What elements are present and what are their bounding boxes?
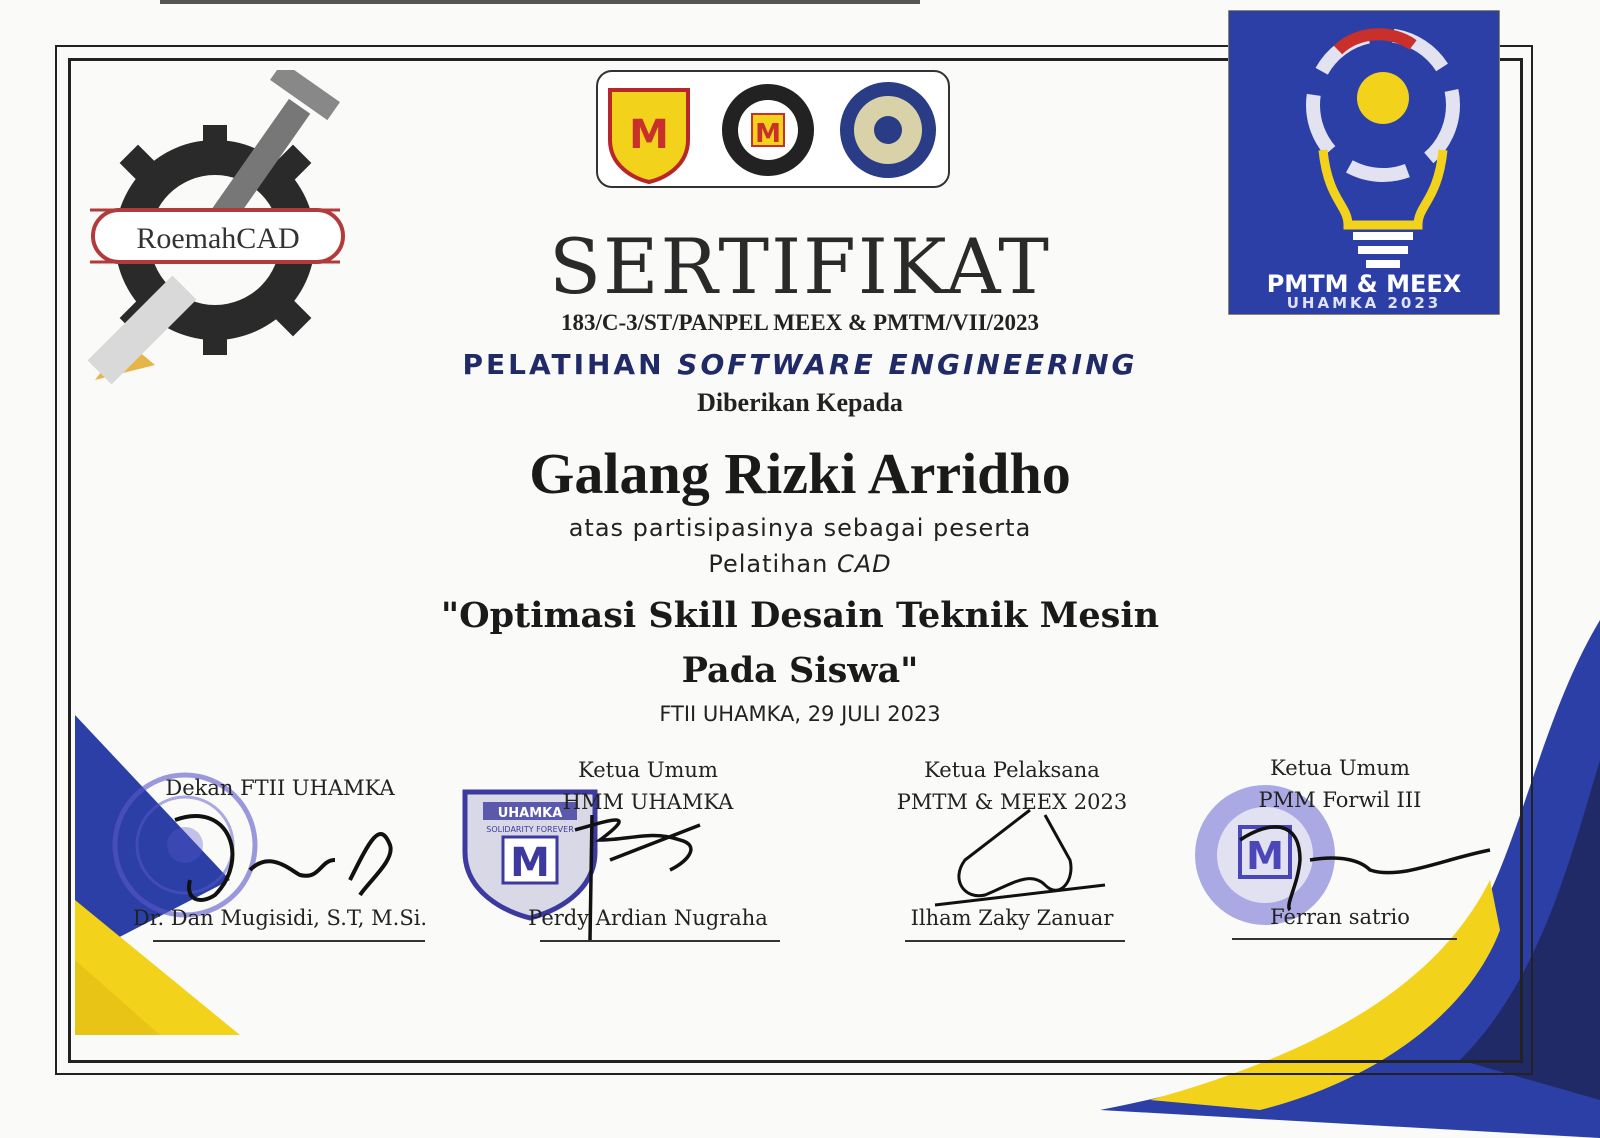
given-to-label: Diberikan Kepada <box>697 388 903 417</box>
theme-line-1: "Optimasi Skill Desain Teknik Mesin <box>440 595 1160 636</box>
signatory-4-org: PMM Forwil III <box>1258 788 1422 812</box>
svg-text:M: M <box>629 112 669 158</box>
recipient-name: Galang Rizki Arridho <box>529 441 1071 506</box>
roemahcad-wordmark: RoemahCAD <box>136 222 300 255</box>
signatory-4-role: Ketua Umum <box>1270 756 1410 780</box>
event-chair-signature <box>935 810 1105 905</box>
svg-text:M: M <box>510 840 550 886</box>
signatory-1-name: Dr. Dan Mugisidi, S.T, M.Si. <box>132 906 428 930</box>
hmm-chair-signature <box>575 815 700 940</box>
theme-line-2: Pada Siswa" <box>681 650 919 691</box>
svg-text:PMTM & MEEX: PMTM & MEEX <box>1266 270 1462 298</box>
signatory-3-org: PMTM & MEEX 2023 <box>896 790 1128 814</box>
svg-text:M: M <box>1246 834 1284 878</box>
signatory-3-name: Ilham Zaky Zanuar <box>910 906 1114 930</box>
signatory-3-role: Ketua Pelaksana <box>924 758 1100 782</box>
reference-number: 183/C-3/ST/PANPEL MEEX & PMTM/VII/2023 <box>560 310 1040 335</box>
signatory-2-org: HMM UHAMKA <box>562 790 734 814</box>
svg-text:UHAMKA 2023: UHAMKA 2023 <box>1286 294 1442 312</box>
training-name: Pelatihan CAD <box>708 550 892 578</box>
pmm-chair-signature <box>1240 827 1490 910</box>
place-date: FTII UHAMKA, 29 JULI 2023 <box>659 702 941 726</box>
stamp-motto: SOLIDARITY FOREVER <box>486 825 574 834</box>
participation-text: atas partisipasinya sebagai peserta <box>568 514 1032 542</box>
certificate-title: SERTIFIKAT <box>548 222 1051 311</box>
stamp-label: UHAMKA <box>497 806 563 821</box>
signatory-2-name: Perdy Ardian Nugraha <box>528 906 768 930</box>
svg-text:M: M <box>755 119 781 149</box>
signatory-4-name: Ferran satrio <box>1270 905 1410 929</box>
program-name: PELATIHAN SOFTWARE ENGINEERING <box>462 348 1138 381</box>
dean-signature <box>175 816 391 900</box>
signatory-1-role: Dekan FTII UHAMKA <box>165 776 395 800</box>
signatory-2-role: Ketua Umum <box>578 758 718 782</box>
